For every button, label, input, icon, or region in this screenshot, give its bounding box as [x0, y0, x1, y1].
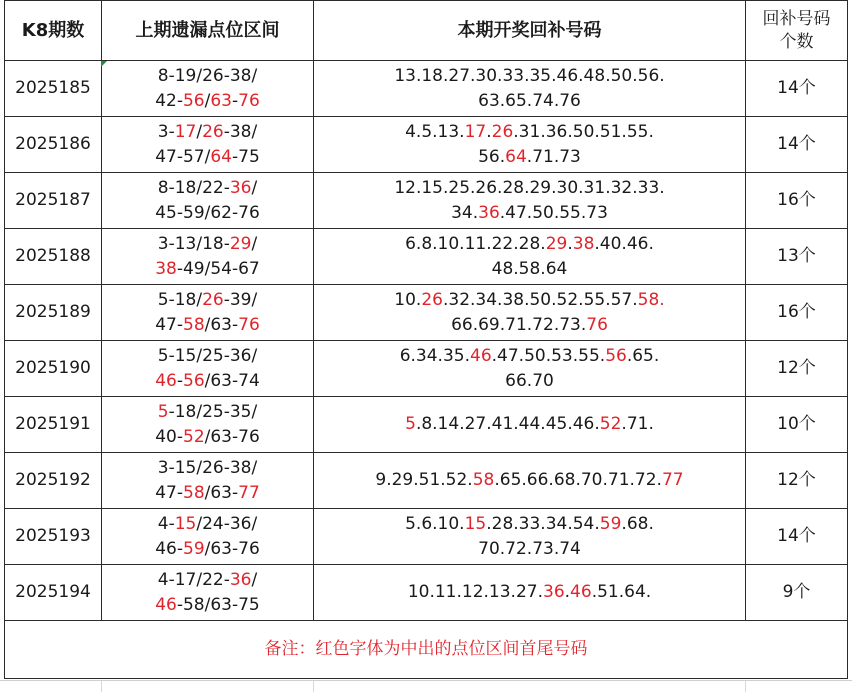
highlighted-number: 29: [545, 233, 568, 254]
table-row: [5, 173, 848, 229]
highlighted-number: 77: [661, 470, 684, 490]
highlighted-number: 15: [174, 513, 197, 534]
gridline: [745, 681, 746, 692]
range-line: [102, 145, 313, 170]
number-text: 8-19/26-38/: [157, 65, 258, 86]
number-text: 45-59/62-76: [155, 202, 260, 223]
number-text: .47.50.55.73: [499, 202, 608, 223]
numbers-line: [314, 89, 745, 114]
highlighted-number: 76: [238, 90, 260, 111]
highlighted-number: 36: [543, 582, 565, 602]
number-text: -18/25-35/: [168, 401, 258, 422]
period-cell[interactable]: 2025185: [5, 61, 102, 117]
number-text: 10.: [394, 289, 422, 310]
number-text: 34.: [451, 202, 479, 223]
number-text: 5.6.10.: [405, 513, 465, 534]
period-cell[interactable]: 2025189: [5, 285, 102, 341]
highlighted-number: 26: [202, 289, 224, 310]
range-line: [102, 257, 313, 282]
number-text: 6.34.35.: [399, 345, 470, 366]
period-cell[interactable]: 2025191: [5, 397, 102, 453]
numbers-cell[interactable]: [314, 397, 746, 453]
highlighted-number: 63: [210, 90, 232, 111]
number-text: 3-13/18-: [157, 233, 230, 254]
count-cell[interactable]: 9个: [746, 565, 848, 621]
number-text: 4-17/22-: [157, 569, 230, 590]
number-text: 3-15/26-38/: [157, 457, 258, 478]
lottery-table: [4, 0, 848, 679]
number-text: 46-: [155, 538, 183, 559]
period-cell[interactable]: 2025186: [5, 117, 102, 173]
range-line: [102, 425, 313, 450]
next-row-strip: [0, 680, 852, 693]
highlighted-number: 56: [182, 90, 205, 111]
numbers-line: [314, 232, 745, 257]
numbers-cell[interactable]: [314, 229, 746, 285]
number-text: .40.46.: [594, 233, 654, 254]
header-count[interactable]: [746, 1, 848, 61]
table-row: [5, 397, 848, 453]
number-text: 3-: [157, 121, 175, 142]
highlighted-number: 58: [183, 482, 205, 503]
number-text: -: [232, 90, 239, 111]
period-cell[interactable]: 2025194: [5, 565, 102, 621]
number-text: -: [176, 370, 183, 391]
table-row: [5, 453, 848, 509]
highlighted-number: 29: [229, 233, 252, 254]
numbers-cell[interactable]: [314, 565, 746, 621]
highlighted-number: 77: [238, 482, 260, 503]
highlighted-number: 36: [229, 569, 252, 590]
number-text: 42-: [155, 90, 183, 111]
cell-marker-icon: [101, 61, 107, 67]
note-cell[interactable]: 备注：红色字体为中出的点位区间首尾号码: [5, 621, 848, 679]
range-line: [102, 120, 313, 145]
number-text: 6.8.10.11.22.28.: [405, 233, 546, 254]
range-line: [102, 201, 313, 226]
highlighted-number: 76: [238, 314, 260, 335]
numbers-cell[interactable]: [314, 117, 746, 173]
number-text: .65.: [626, 345, 660, 366]
number-text: .: [486, 121, 492, 142]
period-cell[interactable]: 2025190: [5, 341, 102, 397]
highlighted-number: 58: [472, 470, 495, 490]
highlighted-number: 26: [202, 121, 224, 142]
highlighted-number: 36: [478, 202, 500, 223]
highlighted-number: 38: [155, 258, 177, 279]
numbers-cell[interactable]: [314, 61, 746, 117]
number-text: .32.34.38.50.52.55.57.: [442, 289, 638, 310]
highlighted-number: 36: [229, 177, 252, 198]
range-line: [102, 89, 313, 114]
range-line: [102, 344, 313, 369]
highlighted-number: 26: [421, 289, 443, 310]
number-text: .51.64.: [591, 582, 652, 602]
range-cell[interactable]: [102, 173, 314, 229]
numbers-line: [314, 145, 745, 170]
header-row: [5, 1, 848, 61]
number-text: .8.14.27.41.44.45.46.: [415, 414, 600, 434]
numbers-line: [314, 288, 745, 313]
range-cell[interactable]: [102, 453, 314, 509]
number-text: 5-18/: [157, 289, 203, 310]
number-text: -75: [232, 146, 260, 167]
number-text: -39/: [223, 289, 258, 310]
number-text: 4.5.13.: [405, 121, 465, 142]
number-text: 70.72.73.74: [478, 538, 581, 559]
range-line: [102, 593, 313, 618]
header-count-text: 回补号码个数: [762, 8, 831, 52]
number-text: /: [196, 121, 203, 142]
highlighted-number: 59: [183, 538, 205, 559]
numbers-cell[interactable]: [314, 509, 746, 565]
range-cell[interactable]: [102, 117, 314, 173]
count-cell[interactable]: 12个: [746, 453, 848, 509]
range-line: [102, 481, 313, 506]
number-text: .28.33.34.54.: [486, 513, 600, 534]
header-numbers[interactable]: 本期开奖回补号码: [314, 1, 746, 61]
number-text: 13.18.27.30.33.35.46.48.50.56.: [394, 65, 665, 86]
number-text: /: [251, 177, 258, 198]
period-cell[interactable]: 2025192: [5, 453, 102, 509]
count-cell[interactable]: 14个: [746, 61, 848, 117]
numbers-line: [314, 176, 745, 201]
number-text: 47-: [155, 482, 183, 503]
number-text: 66.69.71.72.73.: [451, 314, 587, 335]
number-text: 10.11.12.13.27.: [407, 582, 543, 602]
highlighted-number: 46: [155, 370, 177, 391]
number-text: .31.36.50.51.55.: [513, 121, 654, 142]
table-row: [5, 565, 848, 621]
highlighted-number: 52: [599, 414, 622, 434]
count-cell[interactable]: 13个: [746, 229, 848, 285]
gridline: [313, 681, 314, 692]
count-cell[interactable]: 12个: [746, 341, 848, 397]
range-line: [102, 537, 313, 562]
number-text: /: [204, 90, 211, 111]
numbers-line: [314, 537, 745, 562]
number-text: .47.50.53.55.: [491, 345, 606, 366]
number-text: /63-74: [204, 370, 260, 391]
highlighted-number: 5: [157, 401, 169, 422]
period-cell[interactable]: 2025187: [5, 173, 102, 229]
range-cell[interactable]: [102, 229, 314, 285]
highlighted-number: 64: [505, 146, 527, 167]
count-cell[interactable]: 14个: [746, 117, 848, 173]
highlighted-number: 46: [470, 345, 492, 366]
numbers-line: [314, 257, 745, 282]
number-text: 5-15/25-36/: [157, 345, 258, 366]
number-text: -58/63-75: [176, 594, 260, 615]
table-row: [5, 341, 848, 397]
numbers-cell[interactable]: [314, 453, 746, 509]
highlighted-number: 56: [183, 370, 205, 391]
table-row: [5, 117, 848, 173]
numbers-cell[interactable]: [314, 285, 746, 341]
numbers-cell[interactable]: [314, 341, 746, 397]
numbers-line: [314, 201, 745, 226]
number-text: .: [564, 582, 571, 602]
period-cell[interactable]: 2025188: [5, 229, 102, 285]
number-text: .68.: [621, 513, 654, 534]
numbers-cell[interactable]: [314, 173, 746, 229]
range-cell[interactable]: [102, 509, 314, 565]
number-text: -49/54-67: [176, 258, 260, 279]
numbers-line: [314, 120, 745, 145]
range-line: [102, 568, 313, 593]
number-text: 12.15.25.26.28.29.30.31.32.33.: [394, 177, 665, 198]
number-text: 47-57/: [155, 146, 211, 167]
number-text: .71.73: [526, 146, 581, 167]
number-text: 9.29.51.52.: [375, 470, 473, 490]
numbers-line: [314, 369, 745, 394]
gridline: [101, 681, 102, 692]
numbers-line: [314, 580, 745, 605]
number-text: /: [251, 233, 258, 254]
numbers-line: [314, 64, 745, 89]
highlighted-number: 64: [210, 146, 232, 167]
header-range[interactable]: 上期遗漏点位区间: [102, 1, 314, 61]
table-row: [5, 285, 848, 341]
count-cell[interactable]: 10个: [746, 397, 848, 453]
number-text: /63-76: [204, 426, 260, 447]
highlighted-number: 46: [570, 582, 592, 602]
numbers-line: [314, 512, 745, 537]
range-cell[interactable]: [102, 397, 314, 453]
highlighted-number: 76: [586, 314, 608, 335]
number-text: .: [567, 233, 573, 254]
range-cell[interactable]: [102, 285, 314, 341]
range-line: [102, 288, 313, 313]
highlighted-number: 15: [464, 513, 487, 534]
numbers-line: [314, 468, 745, 493]
highlighted-number: 56: [605, 345, 627, 366]
period-cell[interactable]: 2025193: [5, 509, 102, 565]
number-text: 4-: [157, 513, 175, 534]
header-period[interactable]: K8期数: [5, 1, 102, 61]
range-line: [102, 232, 313, 257]
highlighted-number: 26: [491, 121, 514, 142]
count-cell[interactable]: 14个: [746, 509, 848, 565]
table-row: [5, 229, 848, 285]
range-line: [102, 64, 313, 89]
highlighted-number: 5: [405, 414, 416, 434]
range-line: [102, 456, 313, 481]
highlighted-number: 46: [155, 594, 177, 615]
highlighted-number: 58: [183, 314, 205, 335]
range-line: [102, 512, 313, 537]
range-line: [102, 313, 313, 338]
range-line: [102, 369, 313, 394]
number-text: 48.58.64: [491, 258, 568, 279]
number-text: /63-76: [204, 538, 260, 559]
table-row: [5, 61, 848, 117]
count-cell[interactable]: 16个: [746, 173, 848, 229]
number-text: 66.70: [505, 370, 554, 391]
number-text: /: [251, 569, 258, 590]
number-text: .65.66.68.70.71.72.: [494, 470, 662, 490]
note-row: [5, 621, 848, 679]
number-text: /63-: [204, 314, 239, 335]
number-text: 47-: [155, 314, 183, 335]
number-text: .71.: [621, 414, 654, 434]
number-text: 40-: [155, 426, 183, 447]
highlighted-number: 17: [174, 121, 197, 142]
number-text: -38/: [223, 121, 258, 142]
highlighted-number: 52: [183, 426, 205, 447]
range-cell[interactable]: [102, 565, 314, 621]
number-text: /63-: [204, 482, 239, 503]
highlighted-number: 17: [464, 121, 487, 142]
numbers-line: [314, 412, 745, 437]
number-text: 8-18/22-: [157, 177, 230, 198]
numbers-line: [314, 344, 745, 369]
number-text: 56.: [478, 146, 506, 167]
numbers-line: [314, 313, 745, 338]
highlighted-number: 38: [572, 233, 595, 254]
range-line: [102, 400, 313, 425]
range-line: [102, 176, 313, 201]
count-cell[interactable]: 16个: [746, 285, 848, 341]
highlighted-number: 58.: [637, 289, 665, 310]
range-cell[interactable]: [102, 61, 314, 117]
highlighted-number: 59: [599, 513, 622, 534]
number-text: 63.65.74.76: [478, 90, 581, 111]
table-row: [5, 509, 848, 565]
range-cell[interactable]: [102, 341, 314, 397]
number-text: /24-36/: [196, 513, 258, 534]
